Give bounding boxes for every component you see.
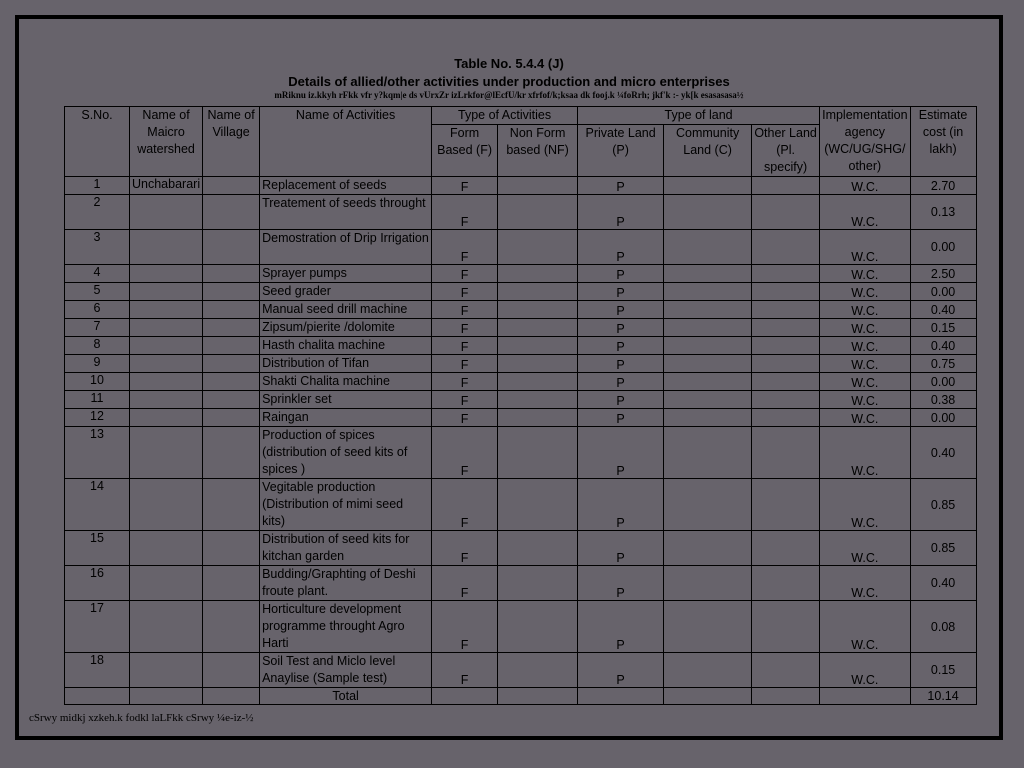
row-form-based: F [432,531,498,566]
row-village [203,230,260,265]
row-community-land [664,355,752,373]
row-private-land: P [578,265,664,283]
row-private-land: P [578,283,664,301]
row-agency: W.C. [820,177,910,195]
row-activity: Seed grader [260,283,432,301]
row-activity: Budding/Graphting of Deshi froute plant. [260,566,432,601]
row-agency: W.C. [820,391,910,409]
row-agency: W.C. [820,265,910,283]
row-non-form-based [498,566,578,601]
row-village [203,653,260,688]
row-activity: Hasth chalita machine [260,337,432,355]
header-activity: Name of Activities [260,107,432,177]
row-form-based: F [432,177,498,195]
total-value: 10.14 [910,688,976,705]
header-private-land: Private Land (P) [578,125,664,177]
row-cost: 0.08 [910,601,976,653]
row-sno: 11 [65,391,130,409]
row-community-land [664,195,752,230]
row-village [203,531,260,566]
row-cost: 2.70 [910,177,976,195]
header-type-land: Type of land [578,107,820,125]
row-sno: 3 [65,230,130,265]
total-empty-cell [65,688,130,705]
row-cost: 0.40 [910,427,976,479]
row-village [203,601,260,653]
row-activity: Treatement of seeds throught [260,195,432,230]
row-other-land [752,427,820,479]
row-sno: 6 [65,301,130,319]
row-non-form-based [498,230,578,265]
table-row [65,391,977,409]
total-empty-cell [578,688,664,705]
row-cost: 0.40 [910,337,976,355]
table-row [65,319,977,337]
row-agency: W.C. [820,195,910,230]
row-private-land: P [578,601,664,653]
row-private-land: P [578,566,664,601]
row-sno: 14 [65,479,130,531]
total-empty-cell [664,688,752,705]
row-village [203,373,260,391]
row-non-form-based [498,195,578,230]
row-village [203,427,260,479]
row-activity: Distribution of Tifan [260,355,432,373]
row-other-land [752,283,820,301]
row-watershed [130,391,203,409]
row-community-land [664,427,752,479]
row-sno: 13 [65,427,130,479]
row-form-based: F [432,230,498,265]
row-agency: W.C. [820,566,910,601]
row-cost: 0.85 [910,479,976,531]
row-village [203,391,260,409]
row-village [203,337,260,355]
row-cost: 0.00 [910,409,976,427]
row-form-based: F [432,265,498,283]
table-row [65,427,977,479]
footer-organization: cSrwy midkj xzkeh.k fodkl laLFkk cSrwy ¼e-iz-½ [29,712,254,724]
row-activity: Production of spices (distribution of seed kits of spices ) [260,427,432,479]
row-non-form-based [498,409,578,427]
row-cost: 0.40 [910,566,976,601]
header-non-form-based: Non Form based (NF) [498,125,578,177]
table-row [65,355,977,373]
row-agency: W.C. [820,409,910,427]
row-other-land [752,265,820,283]
row-sno: 9 [65,355,130,373]
row-cost: 0.00 [910,230,976,265]
row-sno: 8 [65,337,130,355]
row-other-land [752,391,820,409]
row-form-based: F [432,283,498,301]
header-watershed: Name of Maicro watershed [130,107,203,177]
row-other-land [752,301,820,319]
row-community-land [664,319,752,337]
row-private-land: P [578,531,664,566]
row-activity: Sprinkler set [260,391,432,409]
row-sno: 7 [65,319,130,337]
row-private-land: P [578,479,664,531]
row-village [203,177,260,195]
row-non-form-based [498,355,578,373]
row-non-form-based [498,283,578,301]
row-community-land [664,391,752,409]
row-village [203,265,260,283]
row-private-land: P [578,301,664,319]
row-village [203,301,260,319]
row-non-form-based [498,337,578,355]
row-community-land [664,230,752,265]
row-non-form-based [498,265,578,283]
row-agency: W.C. [820,653,910,688]
row-community-land [664,177,752,195]
table-row [65,373,977,391]
row-agency: W.C. [820,531,910,566]
row-activity: Vegitable production (Distribution of mimi seed kits) [260,479,432,531]
row-agency: W.C. [820,479,910,531]
row-other-land [752,319,820,337]
row-watershed [130,195,203,230]
row-community-land [664,283,752,301]
row-community-land [664,409,752,427]
row-sno: 17 [65,601,130,653]
row-community-land [664,337,752,355]
row-agency: W.C. [820,319,910,337]
table-row [65,653,977,688]
row-private-land: P [578,391,664,409]
row-watershed [130,319,203,337]
row-activity: Soil Test and Miclo level Anaylise (Sample test) [260,653,432,688]
row-private-land: P [578,653,664,688]
row-watershed [130,427,203,479]
header-cost: Estimate cost (in lakh) [910,107,976,177]
row-non-form-based [498,301,578,319]
row-sno: 5 [65,283,130,301]
row-activity: Sprayer pumps [260,265,432,283]
row-community-land [664,653,752,688]
row-agency: W.C. [820,230,910,265]
row-watershed [130,230,203,265]
row-watershed [130,531,203,566]
row-agency: W.C. [820,601,910,653]
row-form-based: F [432,479,498,531]
row-community-land [664,601,752,653]
row-non-form-based [498,427,578,479]
row-activity: Zipsum/pierite /dolomite [260,319,432,337]
row-agency: W.C. [820,427,910,479]
row-cost: 0.75 [910,355,976,373]
row-village [203,479,260,531]
table-row [65,230,977,265]
row-watershed [130,301,203,319]
header-community-land: Community Land (C) [664,125,752,177]
row-community-land [664,373,752,391]
row-cost: 0.85 [910,531,976,566]
header-other-land: Other Land (Pl. specify) [752,125,820,177]
row-agency: W.C. [820,355,910,373]
table-row [65,479,977,531]
table-number: Table No. 5.4.4 (J) [454,56,564,71]
total-empty-cell [130,688,203,705]
row-non-form-based [498,177,578,195]
table-row [65,601,977,653]
row-sno: 2 [65,195,130,230]
row-other-land [752,566,820,601]
row-form-based: F [432,391,498,409]
row-village [203,409,260,427]
row-non-form-based [498,373,578,391]
header-form-based: Form Based (F) [432,125,498,177]
row-form-based: F [432,195,498,230]
row-other-land [752,479,820,531]
row-form-based: F [432,409,498,427]
header-type-activities: Type of Activities [432,107,578,125]
row-sno: 16 [65,566,130,601]
row-non-form-based [498,319,578,337]
table-row [65,195,977,230]
row-private-land: P [578,230,664,265]
row-form-based: F [432,355,498,373]
row-community-land [664,566,752,601]
table-row [65,531,977,566]
total-empty-cell [820,688,910,705]
row-form-based: F [432,301,498,319]
row-village [203,319,260,337]
row-community-land [664,265,752,283]
total-label: Total [260,688,432,705]
row-other-land [752,601,820,653]
row-cost: 0.00 [910,373,976,391]
row-non-form-based [498,601,578,653]
row-other-land [752,195,820,230]
row-watershed [130,653,203,688]
row-sno: 18 [65,653,130,688]
row-form-based: F [432,566,498,601]
table-body [65,177,977,688]
row-activity: Shakti Chalita machine [260,373,432,391]
table-row [65,265,977,283]
row-community-land [664,301,752,319]
row-other-land [752,177,820,195]
row-watershed [130,373,203,391]
row-community-land [664,479,752,531]
row-private-land: P [578,177,664,195]
row-activity: Replacement of seeds [260,177,432,195]
row-private-land: P [578,337,664,355]
row-form-based: F [432,601,498,653]
table-row [65,301,977,319]
row-watershed [130,601,203,653]
row-activity: Demostration of Drip Irrigation [260,230,432,265]
row-cost: 0.15 [910,319,976,337]
row-agency: W.C. [820,301,910,319]
row-private-land: P [578,195,664,230]
row-watershed [130,283,203,301]
row-form-based: F [432,337,498,355]
row-cost: 0.15 [910,653,976,688]
row-watershed [130,355,203,373]
row-activity: Manual seed drill machine [260,301,432,319]
document-frame [15,15,1003,740]
row-form-based: F [432,653,498,688]
row-private-land: P [578,319,664,337]
row-activity: Raingan [260,409,432,427]
row-agency: W.C. [820,283,910,301]
table-row [65,409,977,427]
activities-table [64,106,977,705]
row-cost: 0.40 [910,301,976,319]
row-agency: W.C. [820,337,910,355]
row-form-based: F [432,427,498,479]
row-sno: 4 [65,265,130,283]
total-empty-cell [498,688,578,705]
row-village [203,566,260,601]
row-sno: 12 [65,409,130,427]
row-private-land: P [578,355,664,373]
table-row [65,177,977,195]
row-form-based: F [432,319,498,337]
row-non-form-based [498,479,578,531]
row-activity: Horticulture development programme throught Agro Harti [260,601,432,653]
row-village [203,355,260,373]
total-empty-cell [752,688,820,705]
total-empty-cell [203,688,260,705]
row-other-land [752,409,820,427]
row-community-land [664,531,752,566]
row-cost: 2.50 [910,265,976,283]
row-watershed [130,265,203,283]
row-private-land: P [578,409,664,427]
header-village: Name of Village [203,107,260,177]
row-village [203,195,260,230]
table-row [65,283,977,301]
table-row [65,566,977,601]
row-agency: W.C. [820,373,910,391]
table-title: Details of allied/other activities under production and micro enterprises [288,74,730,89]
table-row [65,337,977,355]
row-cost: 0.38 [910,391,976,409]
row-sno: 1 [65,177,130,195]
row-other-land [752,531,820,566]
row-cost: 0.00 [910,283,976,301]
row-form-based: F [432,373,498,391]
row-other-land [752,373,820,391]
row-non-form-based [498,531,578,566]
table-title-hindi: mRiknu iz.kkyh rFkk vfr y?kqm|e ds vUrxZr izLrkfor@lEcfU/kr xfrfof/k;ksaa dk fooj.k ¼foRrh; jkf'k :- yk[k esasasasa½ [274,90,744,100]
row-watershed [130,337,203,355]
row-private-land: P [578,373,664,391]
row-other-land [752,230,820,265]
row-sno: 10 [65,373,130,391]
header-sno: S.No. [65,107,130,177]
row-other-land [752,337,820,355]
row-watershed [130,479,203,531]
row-watershed: Unchabarari [130,177,203,195]
row-activity: Distribution of seed kits for kitchan garden [260,531,432,566]
row-village [203,283,260,301]
row-cost: 0.13 [910,195,976,230]
row-sno: 15 [65,531,130,566]
total-empty-cell [432,688,498,705]
row-private-land: P [578,427,664,479]
row-non-form-based [498,653,578,688]
row-non-form-based [498,391,578,409]
row-watershed [130,409,203,427]
row-other-land [752,653,820,688]
header-agency: Implementation agency (WC/UG/SHG/ other) [820,107,910,177]
row-watershed [130,566,203,601]
row-other-land [752,355,820,373]
